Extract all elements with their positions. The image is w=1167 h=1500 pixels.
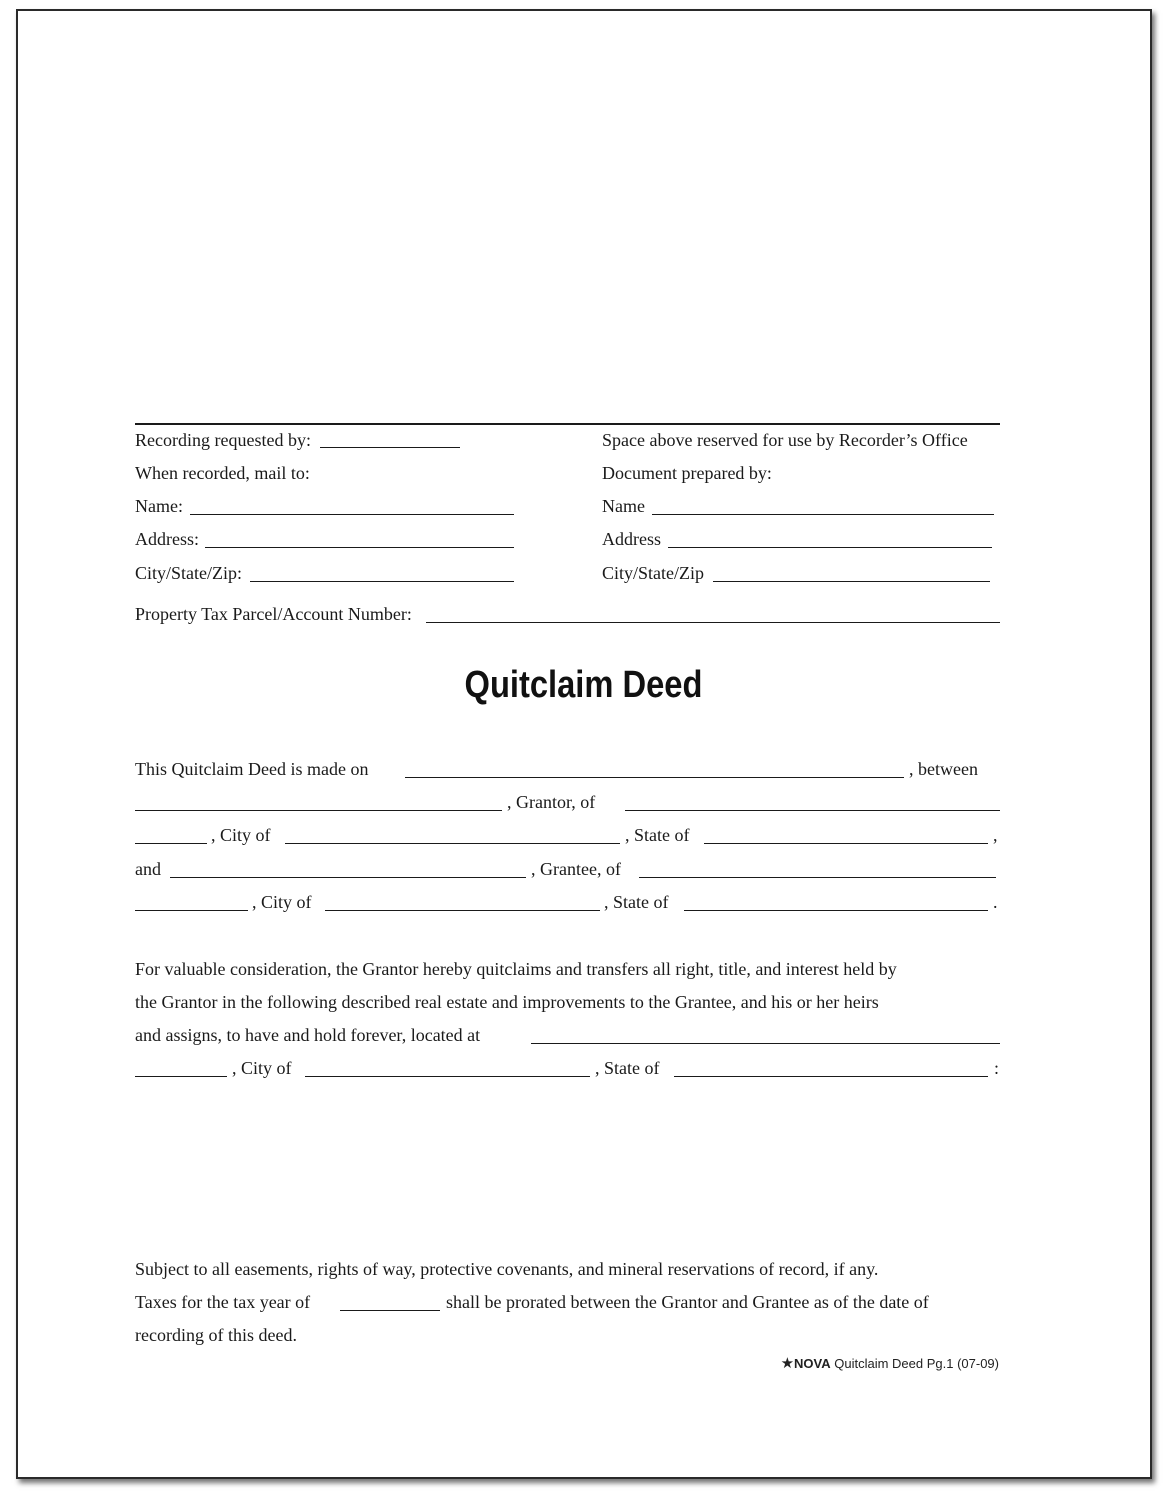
- preparer-city-field[interactable]: [713, 581, 990, 582]
- grantor-city-field[interactable]: [285, 843, 620, 844]
- subject-line-1: Subject to all easements, rights of way, protective covenants, and mineral reservations of record, if any.: [135, 1259, 879, 1279]
- property-location-field[interactable]: [531, 1043, 1000, 1044]
- star-icon: ★: [780, 1355, 795, 1372]
- preparer-city-label: City/State/Zip: [602, 563, 704, 583]
- recording-requested-label: Recording requested by:: [135, 430, 311, 450]
- recording-requested-field[interactable]: [320, 447, 460, 448]
- consideration-line-3: and assigns, to have and hold forever, located at: [135, 1025, 481, 1045]
- grantee-of-label: , Grantee, of: [531, 859, 621, 879]
- grantor-state-field[interactable]: [704, 843, 988, 844]
- preparer-name-label: Name: [602, 496, 645, 516]
- form-id-text: Quitclaim Deed Pg.1 (07-09): [830, 1356, 999, 1371]
- document-prepared-label: Document prepared by:: [602, 463, 772, 483]
- grantee-city-label: , City of: [252, 892, 312, 912]
- property-city-label: , City of: [232, 1058, 292, 1078]
- preparer-address-label: Address: [602, 529, 661, 549]
- grantor-county-field[interactable]: [625, 810, 1000, 811]
- between-label: , between: [909, 759, 978, 779]
- colon-punct: :: [994, 1058, 1000, 1078]
- mail-city-field[interactable]: [250, 581, 514, 582]
- grantor-state-label: , State of: [625, 825, 690, 845]
- mail-name-label: Name:: [135, 496, 183, 516]
- grantee-state-field[interactable]: [684, 910, 988, 911]
- subject-line-3: recording of this deed.: [135, 1325, 297, 1345]
- grantor-name-field[interactable]: [135, 810, 502, 811]
- grantee-county-field[interactable]: [639, 877, 996, 878]
- consideration-line-1: For valuable consideration, the Grantor hereby quitclaims and transfers all right, title, and interest held by: [135, 959, 897, 979]
- property-state-field[interactable]: [674, 1076, 988, 1077]
- property-location-field-cont[interactable]: [135, 1076, 227, 1077]
- and-label: and: [135, 859, 161, 879]
- tax-year-label: Taxes for the tax year of: [135, 1292, 311, 1312]
- grantee-state-label: , State of: [604, 892, 669, 912]
- deed-date-field[interactable]: [405, 777, 904, 778]
- form-footer: [781, 1355, 999, 1373]
- brand-logo: NOVA: [794, 1356, 831, 1371]
- grantee-name-field[interactable]: [170, 877, 526, 878]
- tax-year-field[interactable]: [340, 1310, 440, 1311]
- comma-punct: ,: [993, 825, 998, 845]
- preparer-name-field[interactable]: [652, 514, 994, 515]
- period-punct: .: [993, 892, 998, 912]
- preparer-address-field[interactable]: [668, 547, 992, 548]
- parcel-number-field[interactable]: [426, 622, 1000, 623]
- grantor-city-label: , City of: [211, 825, 271, 845]
- property-state-label: , State of: [595, 1058, 660, 1078]
- when-recorded-label: When recorded, mail to:: [135, 463, 310, 483]
- mail-city-label: City/State/Zip:: [135, 563, 242, 583]
- recorder-space-divider: [135, 423, 1000, 425]
- mail-name-field[interactable]: [190, 514, 514, 515]
- made-on-label: This Quitclaim Deed is made on: [135, 759, 369, 779]
- recorder-space-note: Space above reserved for use by Recorder’s Office: [602, 430, 968, 450]
- mail-address-field[interactable]: [205, 547, 514, 548]
- property-city-field[interactable]: [305, 1076, 590, 1077]
- prorated-text: shall be prorated between the Grantor and Grantee as of the date of: [446, 1292, 929, 1312]
- grantor-of-label: , Grantor, of: [507, 792, 596, 812]
- mail-address-label: Address:: [135, 529, 199, 549]
- grantor-county-field-cont[interactable]: [135, 843, 207, 844]
- grantee-city-field[interactable]: [325, 910, 600, 911]
- parcel-number-label: Property Tax Parcel/Account Number:: [135, 604, 412, 624]
- page-title: Quitclaim Deed: [464, 664, 703, 706]
- grantee-county-field-cont[interactable]: [135, 910, 248, 911]
- consideration-line-2: the Grantor in the following described real estate and improvements to the Grantee, and his or her heirs: [135, 992, 879, 1012]
